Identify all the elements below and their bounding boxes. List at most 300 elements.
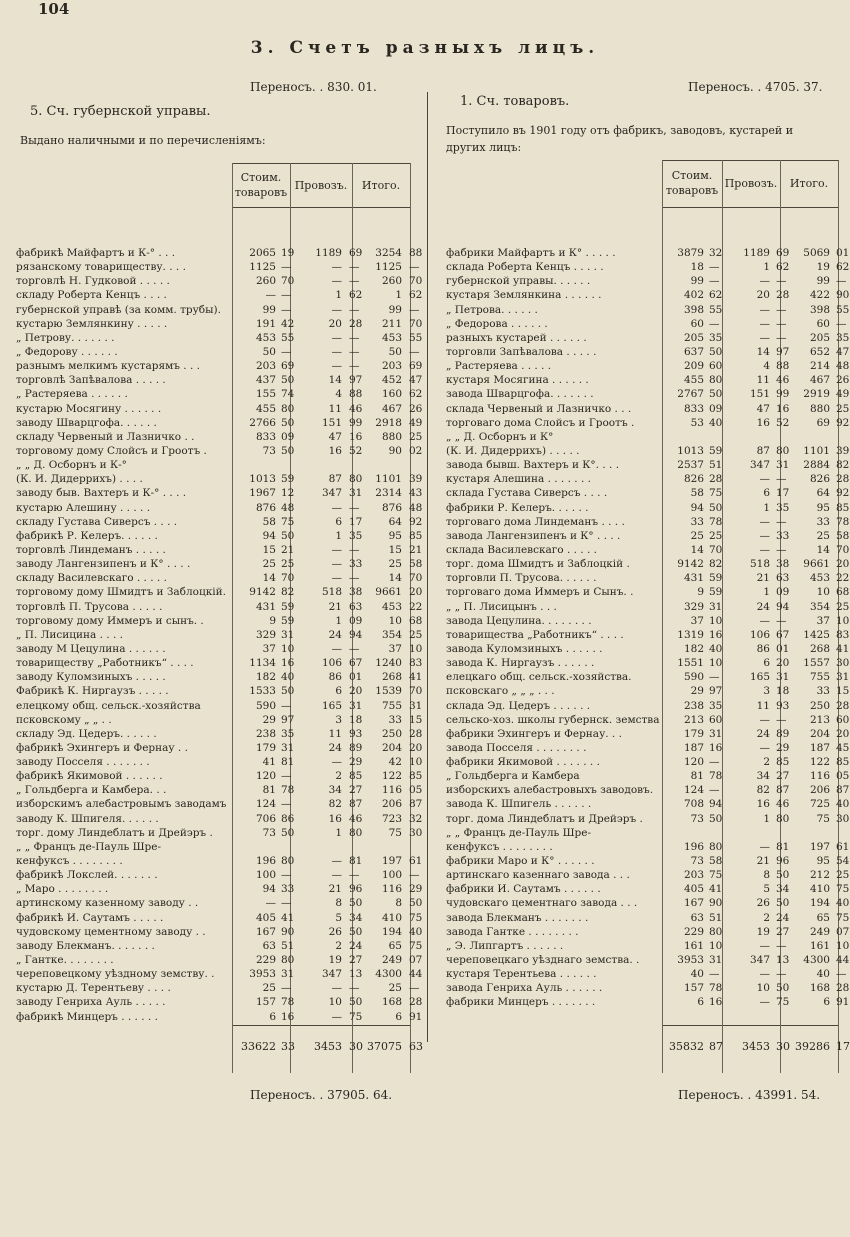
shipping-kopecks: — <box>776 968 787 981</box>
ledger-row <box>16 373 423 387</box>
ledger-row <box>16 628 423 642</box>
total-rubles: 8 <box>395 897 402 910</box>
total-rubles: 354 <box>809 600 830 613</box>
shipping-rubles: 20 <box>756 289 770 302</box>
shipping-kopecks: 34 <box>776 883 790 896</box>
cost-rubles: 209 <box>683 360 704 373</box>
total-rubles: 75 <box>388 826 402 839</box>
cost-rubles: 25 <box>690 529 704 542</box>
ledger-row <box>16 812 423 826</box>
cost-kopecks: 80 <box>709 374 723 387</box>
cost-rubles: 329 <box>683 600 704 613</box>
ledger-row <box>16 925 423 939</box>
shipping-kopecks: 46 <box>349 812 363 825</box>
ledger-row <box>446 868 850 882</box>
shipping-rubles: 11 <box>328 402 342 415</box>
shipping-kopecks: 97 <box>776 345 790 358</box>
shipping-kopecks: 24 <box>349 939 363 952</box>
cost-rubles: 100 <box>255 869 276 882</box>
total-cost-rubles: 33622 <box>241 1040 276 1053</box>
row-label: завода бывш. Вахтеръ и К°. . . . <box>446 459 620 472</box>
total-kopecks: 92 <box>836 416 850 429</box>
ledger-row <box>446 826 838 840</box>
cost-rubles: 73 <box>690 855 704 868</box>
total-rubles: 122 <box>809 756 830 769</box>
shipping-rubles: 347 <box>321 487 342 500</box>
row-label: заводу быв. Вахтеръ и К-° . . . . <box>16 487 187 500</box>
ledger-row <box>446 557 850 571</box>
shipping-rubles: 106 <box>321 657 342 670</box>
shipping-rubles: 24 <box>328 628 342 641</box>
ledger-row <box>446 939 850 953</box>
cost-rubles: 167 <box>683 897 704 910</box>
total-rubles: 203 <box>381 360 402 373</box>
cost-kopecks: 97 <box>281 713 295 726</box>
cost-kopecks: 70 <box>709 543 723 556</box>
right-header-shipping: Провозъ. <box>724 177 778 190</box>
cost-kopecks: 60 <box>709 713 723 726</box>
ledger-row <box>446 529 850 543</box>
shipping-kopecks: 50 <box>349 925 363 938</box>
cost-kopecks: 58 <box>709 855 723 868</box>
shipping-rubles: 4 <box>763 360 770 373</box>
total-kopecks: 50 <box>409 897 423 910</box>
cost-kopecks: 59 <box>709 572 723 585</box>
ledger-row <box>446 656 850 670</box>
shipping-rubles: 11 <box>756 374 770 387</box>
ledger-row <box>446 387 850 401</box>
shipping-rubles: 10 <box>756 982 770 995</box>
row-label: торговому дому Слойсъ и Гроотъ . <box>16 444 207 457</box>
cost-kopecks: 50 <box>281 685 295 698</box>
cost-rubles: 14 <box>690 543 704 556</box>
row-label: „ П. Лисицина . . . . <box>16 628 123 641</box>
left-ledger-rows <box>16 246 423 1024</box>
shipping-rubles: 2 <box>335 939 342 952</box>
shipping-kopecks: 99 <box>776 388 790 401</box>
shipping-kopecks: 18 <box>776 685 790 698</box>
shipping-kopecks: 46 <box>776 798 790 811</box>
cost-rubles: 706 <box>255 812 276 825</box>
row-label: елецкаго общ. сельск.-хозяйства. <box>446 671 632 684</box>
cost-kopecks: 35 <box>281 727 295 740</box>
right-section-title: 1. Сч. товаровъ. <box>460 94 570 109</box>
ledger-row <box>16 345 420 359</box>
cost-rubles: 329 <box>255 628 276 641</box>
cost-kopecks: 48 <box>281 501 295 514</box>
total-rubles: 725 <box>809 798 830 811</box>
total-rubles: 410 <box>809 883 830 896</box>
cost-kopecks: 16 <box>281 657 295 670</box>
total-kopecks: 69 <box>409 360 423 373</box>
right-carry-bottom: Переносъ. . 43991. 54. <box>678 1088 821 1102</box>
shipping-kopecks: 62 <box>776 261 790 274</box>
left-section-note: Выдано наличными и по перечисленіямъ: <box>20 134 266 147</box>
shipping-rubles: — <box>331 360 342 373</box>
total-rubles: 25 <box>388 982 402 995</box>
shipping-rubles: 21 <box>328 600 342 613</box>
row-label: разныхъ кустарей . . . . . . <box>446 331 587 344</box>
total-rubles: 214 <box>809 360 830 373</box>
row-label: артинскаго казеннаго завода . . . <box>446 869 630 882</box>
total-kopecks: 91 <box>836 996 850 1009</box>
total-kopecks: 62 <box>836 261 850 274</box>
row-label: складу Роберта Кенцъ . . . . <box>16 289 167 302</box>
total-rubles: 194 <box>381 925 402 938</box>
total-kopecks: 25 <box>409 430 423 443</box>
ledger-row <box>16 854 423 868</box>
row-label: фабрики Майфартъ и К° . . . . . <box>446 247 616 259</box>
cost-kopecks: 31 <box>281 741 295 754</box>
right-header-total: Итого. <box>789 177 829 190</box>
shipping-rubles: 24 <box>756 600 770 613</box>
cost-rubles: 402 <box>683 289 704 302</box>
shipping-rubles: — <box>331 869 342 882</box>
total-rubles: 250 <box>381 727 402 740</box>
cost-kopecks: 28 <box>709 473 723 486</box>
cost-rubles: 213 <box>683 713 704 726</box>
cost-kopecks: 50 <box>281 374 295 387</box>
right-ledger-rows <box>446 246 850 1010</box>
total-kopecks: 32 <box>409 812 423 825</box>
cost-rubles: 120 <box>683 756 704 769</box>
shipping-kopecks: 62 <box>349 289 363 302</box>
shipping-rubles: — <box>759 303 770 316</box>
row-label: „ Растеряева . . . . . . <box>16 388 128 401</box>
cost-kopecks: 59 <box>281 600 295 613</box>
shipping-kopecks: 46 <box>349 402 363 415</box>
total-rubles: 1425 <box>803 628 830 641</box>
cost-rubles: 161 <box>683 939 704 952</box>
total-kopecks: 75 <box>836 911 850 924</box>
total-rubles: 99 <box>388 303 402 316</box>
ledger-row <box>16 670 423 684</box>
cost-kopecks: — <box>709 968 720 981</box>
row-label: складу Густава Сиверсъ . . . . <box>16 515 178 528</box>
row-label: склада Роберта Кенцъ . . . . . <box>446 261 604 274</box>
row-label: череповецкому уѣздному земству. . <box>16 968 215 981</box>
row-label: фабрики Минцеръ . . . . . . . <box>446 996 596 1009</box>
cost-kopecks: — <box>709 671 720 684</box>
total-kopecks: 30 <box>409 826 423 839</box>
ledger-row <box>16 288 423 302</box>
total-kopecks: 62 <box>409 289 423 302</box>
shipping-rubles: 21 <box>756 572 770 585</box>
row-label: товарищества „Работникъ“ . . . . <box>446 628 624 641</box>
total-rubles: 168 <box>809 982 830 995</box>
shipping-rubles: 1 <box>335 614 342 627</box>
total-kopecks: 49 <box>836 388 850 401</box>
shipping-kopecks: 01 <box>349 671 363 684</box>
cost-rubles: 3953 <box>249 968 276 981</box>
row-label: фабрикѣ Минцеръ . . . . . . <box>16 1010 158 1023</box>
shipping-kopecks: 88 <box>349 388 363 401</box>
ledger-row <box>446 967 847 981</box>
cost-rubles: 876 <box>255 501 276 514</box>
total-kopecks: 28 <box>409 727 423 740</box>
cost-rubles: 37 <box>690 614 704 627</box>
cost-rubles: 167 <box>255 925 276 938</box>
cost-rubles: 833 <box>255 430 276 443</box>
cost-rubles: 81 <box>262 784 276 797</box>
cost-rubles: 18 <box>690 261 704 274</box>
cost-kopecks: 74 <box>281 388 295 401</box>
cost-kopecks: — <box>709 275 720 288</box>
ledger-row <box>16 656 423 670</box>
shipping-kopecks: — <box>776 515 787 528</box>
total-kopecks: 28 <box>409 996 423 1009</box>
cost-rubles: 94 <box>262 529 276 542</box>
total-kopecks: 70 <box>409 685 423 698</box>
cost-rubles: 73 <box>262 826 276 839</box>
row-label: „ „ Д. Осборнъ и К° <box>446 430 554 443</box>
total-kopecks: 28 <box>836 699 850 712</box>
shipping-rubles: 16 <box>756 416 770 429</box>
cost-kopecks: — <box>709 317 720 330</box>
cost-rubles: 437 <box>255 374 276 387</box>
shipping-kopecks: 46 <box>776 374 790 387</box>
total-kopecks: 70 <box>409 572 423 585</box>
shipping-kopecks: 88 <box>776 360 790 373</box>
total-rubles: 9661 <box>375 586 402 599</box>
total-kopecks: 26 <box>836 374 850 387</box>
total-rubles: 410 <box>381 911 402 924</box>
cost-rubles: 260 <box>255 275 276 288</box>
row-label: заводу Лангензипенъ и К° . . . . <box>16 558 191 571</box>
shipping-rubles: 16 <box>756 798 770 811</box>
total-kopecks: 49 <box>409 416 423 429</box>
total-kopecks: 47 <box>836 345 850 358</box>
ledger-row <box>16 953 423 967</box>
row-label: склада Эд. Цедеръ . . . . . . <box>446 699 591 712</box>
cost-kopecks: 55 <box>709 303 723 316</box>
cost-kopecks: 50 <box>709 501 723 514</box>
ledger-row <box>446 430 838 444</box>
row-label: псковскому „ „ . . <box>16 713 112 726</box>
ledger-row <box>446 303 850 317</box>
cost-rubles: 191 <box>255 317 276 330</box>
cost-rubles: 453 <box>255 331 276 344</box>
total-kopecks: 75 <box>836 883 850 896</box>
total-shipping-rubles: 3453 <box>314 1040 342 1053</box>
total-kopecks: 75 <box>409 939 423 952</box>
shipping-kopecks: 87 <box>349 798 363 811</box>
row-label: фабрикѣ Якимовой . . . . . . <box>16 770 163 783</box>
total-total-rubles: 39286 <box>795 1040 830 1053</box>
shipping-kopecks: — <box>776 473 787 486</box>
cost-kopecks: 41 <box>281 911 295 924</box>
cost-kopecks: 80 <box>281 855 295 868</box>
shipping-kopecks: 93 <box>776 699 790 712</box>
cost-kopecks: — <box>281 982 292 995</box>
row-label: торговому дому Иммеръ и сынъ. . <box>16 614 204 627</box>
total-rubles: 1101 <box>803 444 830 457</box>
shipping-kopecks: 63 <box>349 600 363 613</box>
shipping-kopecks: — <box>349 572 360 585</box>
cost-rubles: 398 <box>683 303 704 316</box>
shipping-rubles: — <box>759 968 770 981</box>
shipping-kopecks: 87 <box>776 784 790 797</box>
shipping-kopecks: — <box>349 345 360 358</box>
total-kopecks: 58 <box>409 558 423 571</box>
shipping-rubles: 34 <box>328 784 342 797</box>
row-label: елецкому общ. сельск.-хозяйства <box>16 699 201 712</box>
total-rubles: 122 <box>381 770 402 783</box>
shipping-kopecks: 09 <box>776 586 790 599</box>
ledger-row <box>16 995 423 1009</box>
total-rubles: 467 <box>381 402 402 415</box>
ledger-row <box>16 331 423 345</box>
row-label: фабрики Эхингеръ и Фернау. . . <box>446 727 622 740</box>
ledger-row <box>446 953 850 967</box>
total-kopecks: 05 <box>409 784 423 797</box>
shipping-kopecks: 97 <box>349 374 363 387</box>
total-total-kopecks: 17 <box>836 1040 850 1053</box>
cost-rubles: 1533 <box>249 685 276 698</box>
total-kopecks: 35 <box>836 331 850 344</box>
ledger-row <box>16 458 416 472</box>
total-kopecks: 44 <box>836 954 850 967</box>
shipping-kopecks: 99 <box>349 416 363 429</box>
total-rubles: 15 <box>388 543 402 556</box>
cost-rubles: 120 <box>255 770 276 783</box>
cost-kopecks: 97 <box>709 685 723 698</box>
row-label: псковскаго „ „ „ . . . <box>446 685 555 698</box>
shipping-rubles: 16 <box>328 812 342 825</box>
row-label: торг. дому Линдеблатъ и Дрейэръ . <box>16 826 213 839</box>
shipping-kopecks: 50 <box>349 996 363 1009</box>
total-kopecks: 07 <box>836 925 850 938</box>
shipping-rubles: — <box>759 275 770 288</box>
total-rubles: 95 <box>816 501 830 514</box>
cost-rubles: 58 <box>262 515 276 528</box>
total-kopecks: 28 <box>836 473 850 486</box>
shipping-rubles: 8 <box>763 869 770 882</box>
ledger-row <box>16 303 420 317</box>
ledger-row <box>446 741 850 755</box>
ledger-row <box>446 981 850 995</box>
cost-rubles: 203 <box>255 360 276 373</box>
ledger-row <box>446 628 850 642</box>
cost-rubles: 25 <box>262 982 276 995</box>
shipping-kopecks: — <box>349 501 360 514</box>
shipping-rubles: 4 <box>335 388 342 401</box>
cost-kopecks: 80 <box>709 925 723 938</box>
ledger-row <box>446 783 850 797</box>
shipping-kopecks: 13 <box>776 954 790 967</box>
shipping-kopecks: 85 <box>776 756 790 769</box>
total-kopecks: 25 <box>836 600 850 613</box>
cost-kopecks: 69 <box>281 360 295 373</box>
ledger-row <box>446 345 850 359</box>
cost-rubles: 40 <box>690 968 704 981</box>
right-header-cost: Стоим. товаровъ <box>665 169 719 197</box>
row-label: заводу Генриха Ауль . . . . . <box>16 996 166 1009</box>
shipping-kopecks: — <box>776 713 787 726</box>
total-rubles: 205 <box>809 331 830 344</box>
shipping-kopecks: 63 <box>776 572 790 585</box>
cost-kopecks: 90 <box>281 925 295 938</box>
ledger-row <box>16 402 423 416</box>
row-label: торговому дому Шмидтъ и Заблоцкій. <box>16 586 226 599</box>
shipping-rubles: 24 <box>756 727 770 740</box>
cost-rubles: 431 <box>683 572 704 585</box>
total-kopecks: 85 <box>409 770 423 783</box>
shipping-kopecks: 50 <box>776 982 790 995</box>
cost-kopecks: 10 <box>281 642 295 655</box>
total-kopecks: 61 <box>409 855 423 868</box>
total-kopecks: 87 <box>836 784 850 797</box>
cost-rubles: 124 <box>255 798 276 811</box>
cost-kopecks: 50 <box>709 345 723 358</box>
row-label: чудовскаго цементнаго завода . . . <box>446 897 638 910</box>
shipping-kopecks: 24 <box>776 911 790 924</box>
total-kopecks: 91 <box>409 1010 423 1023</box>
cost-rubles: 6 <box>269 1010 276 1023</box>
total-rubles: 467 <box>809 374 830 387</box>
cost-kopecks: 78 <box>281 996 295 1009</box>
shipping-kopecks: 29 <box>349 756 363 769</box>
total-rubles: 826 <box>809 473 830 486</box>
ledger-row <box>16 472 423 486</box>
shipping-kopecks: 96 <box>349 883 363 896</box>
shipping-rubles: — <box>331 303 342 316</box>
shipping-rubles: 151 <box>749 388 770 401</box>
cost-rubles: 2766 <box>249 416 276 429</box>
total-kopecks: 62 <box>409 388 423 401</box>
cost-kopecks: 40 <box>281 671 295 684</box>
total-rubles: 65 <box>388 939 402 952</box>
ledger-row <box>16 642 423 656</box>
shipping-kopecks: 94 <box>349 628 363 641</box>
cost-rubles: 14 <box>262 572 276 585</box>
row-label: торговлѣ Н. Гудковой . . . . . <box>16 275 170 288</box>
ledger-row <box>446 812 850 826</box>
shipping-kopecks: — <box>349 982 360 995</box>
cost-rubles: 708 <box>683 798 704 811</box>
total-rubles: 211 <box>381 317 402 330</box>
row-label: торг. дома Шмидтъ и Заблоцкій . <box>446 558 630 571</box>
row-label: „ Гольдберга и Камбера. . . <box>16 784 167 797</box>
shipping-kopecks: 89 <box>349 741 363 754</box>
cost-kopecks: 16 <box>281 1010 295 1023</box>
total-rubles: 249 <box>809 925 830 938</box>
left-header-cost: Стоим. товаровъ <box>234 171 288 199</box>
total-kopecks: 29 <box>409 883 423 896</box>
cost-kopecks: 78 <box>709 982 723 995</box>
cost-kopecks: 50 <box>709 388 723 401</box>
total-rubles: 453 <box>381 331 402 344</box>
total-kopecks: 75 <box>409 911 423 924</box>
total-kopecks: 70 <box>409 317 423 330</box>
ledger-row <box>16 486 423 500</box>
cost-rubles: 1013 <box>677 444 704 457</box>
shipping-kopecks: — <box>776 939 787 952</box>
row-label: кустаря Алешина . . . . . . . <box>446 473 591 486</box>
ledger-row <box>16 1010 423 1024</box>
row-label: губернской управѣ (за комм. трубы). <box>16 303 221 316</box>
row-label: кустарю Мосягину . . . . . . <box>16 402 162 415</box>
ledger-row <box>446 486 850 500</box>
total-rubles: 10 <box>816 586 830 599</box>
shipping-kopecks: — <box>776 275 787 288</box>
row-label: рязанскому товариществу. . . . <box>16 261 186 274</box>
total-kopecks: — <box>409 345 420 358</box>
cost-rubles: 431 <box>255 600 276 613</box>
total-rubles: 260 <box>381 275 402 288</box>
cost-kopecks: 31 <box>709 600 723 613</box>
shipping-kopecks: 75 <box>776 996 790 1009</box>
